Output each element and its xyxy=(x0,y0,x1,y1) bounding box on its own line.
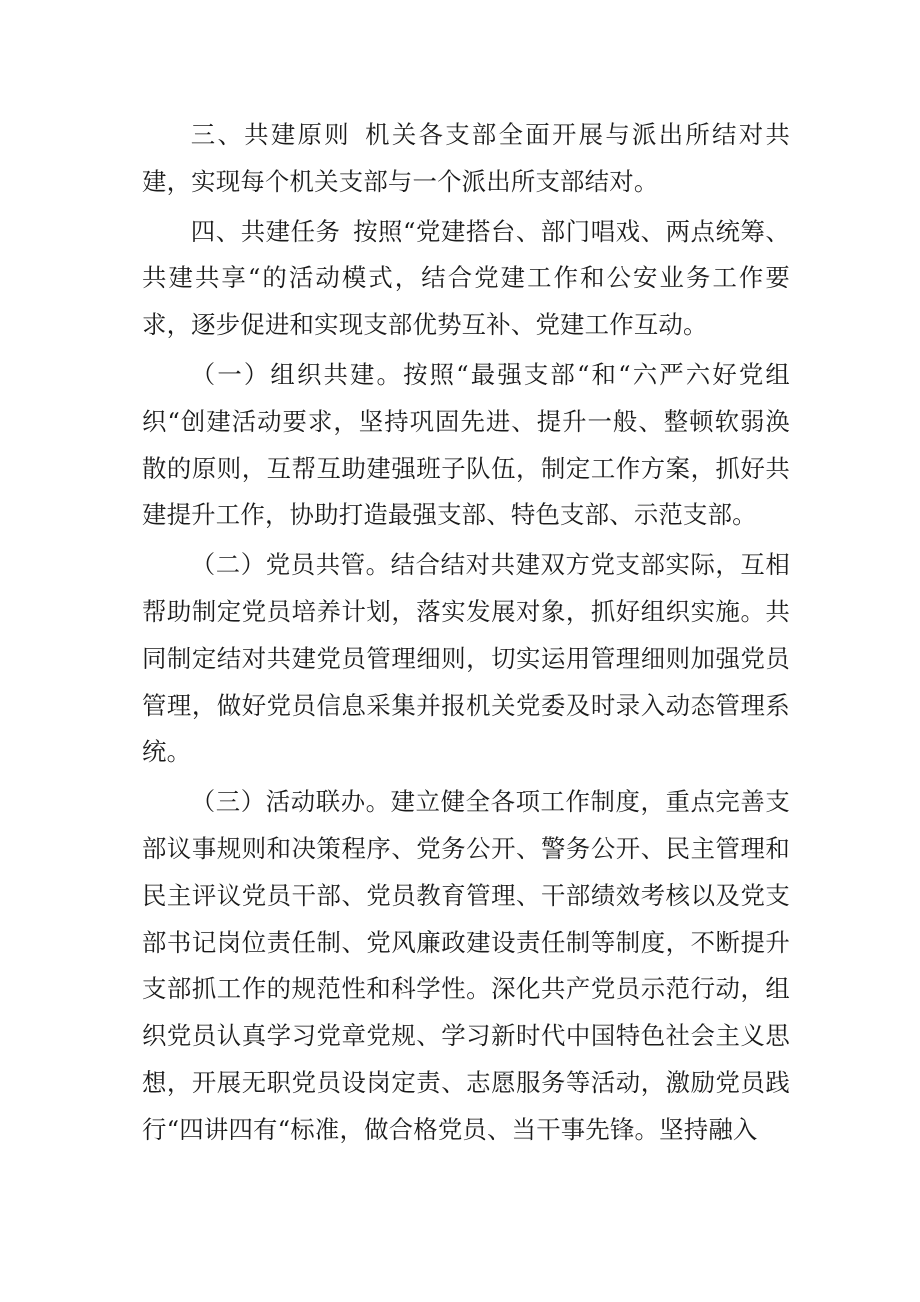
document-body xyxy=(142,112,790,1154)
paragraph-principles xyxy=(142,112,790,206)
member-text: （二）党员共管。结合结对共建双方党支部实际，互相帮助制定党员培养计划，落实发展对象，抓好组织实施。共同制定结对共建党员管理细则，切实运用管理细则加强党员管理，做好党员信息采集并报机关党委及时录入动态管理系统。 xyxy=(142,550,790,767)
paragraph-member-comanagement xyxy=(142,542,790,776)
tasks-text: 按照“党建搭台、部门唱戏、两点统筹、共建共享“的活动模式，结合党建工作和公安业务工作要求，逐步促进和实现支部优势互补、党建工作互动。 xyxy=(142,216,790,340)
paragraph-tasks xyxy=(142,209,790,349)
paragraph-joint-activities xyxy=(142,779,790,1153)
principles-heading: 三、共建原则 xyxy=(190,120,351,149)
organization-text: （一）组织共建。按照“最强支部“和“六严六好党组织“创建活动要求，坚持巩固先进、提升一般、整顿软弱涣散的原则，互帮互助建强班子队伍，制定工作方案，抓好共建提升工作，协助打造最强支部、特色支部、示范支部。 xyxy=(142,359,790,530)
principles-text: 机关各支部全面开展与派出所结对共建，实现每个机关支部与一个派出所支部结对。 xyxy=(142,120,791,196)
tasks-heading: 四、共建任务 xyxy=(190,216,341,246)
activities-text: （三）活动联办。建立健全各项工作制度，重点完善支部议事规则和决策程序、党务公开、警务公开、民主管理和民主评议党员干部、党员教育管理、干部绩效考核以及党支部书记岗位责任制、党风廉政建设责任制等制度，不断提升支部抓工作的规范性和科学性。深化共产党员示范行动，组织党员认真学习党章党规、学习新时代中国特色社会主义思想，开展无职党员设岗定责、志愿服务等活动，激励党员践行“四讲四有“标准，做合格党员、当干事先锋。坚持融入 xyxy=(142,787,790,1144)
paragraph-organization-coconstruction xyxy=(142,352,790,539)
